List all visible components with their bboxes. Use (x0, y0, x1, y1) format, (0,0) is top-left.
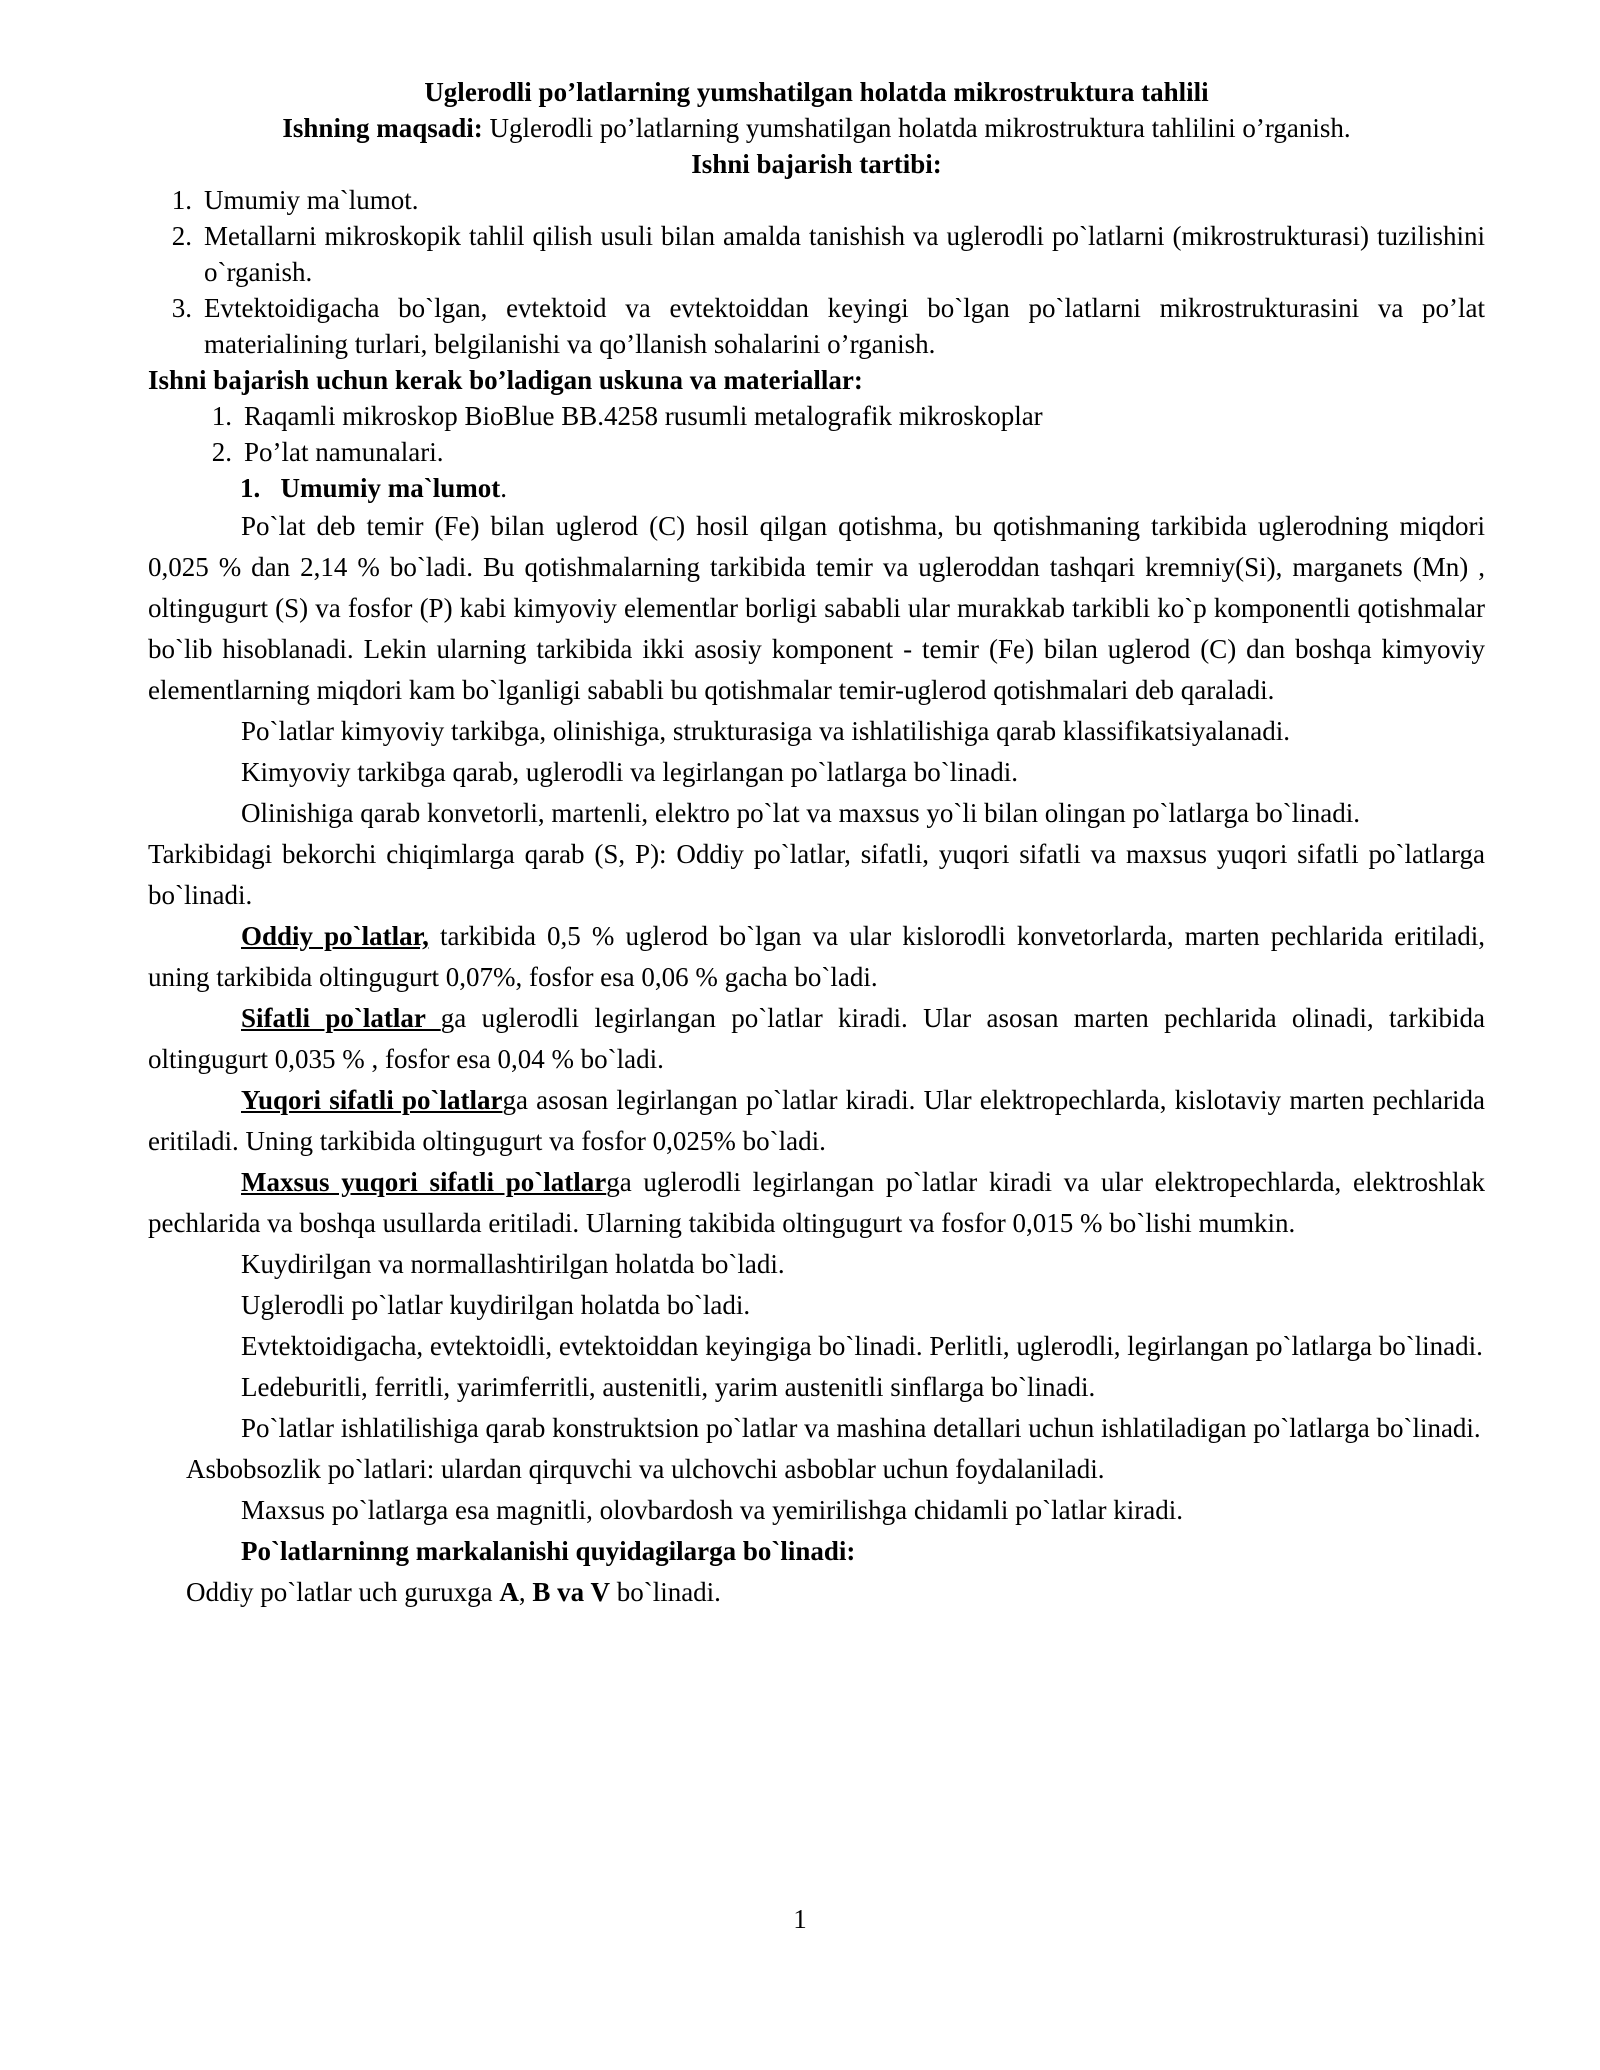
paragraph: Po`latlar kimyoviy tarkibga, olinishiga, strukturasiga va ishlatilishiga qarab klassifikatsiyalanadi. (241, 716, 1291, 746)
section-number: 1. (240, 473, 261, 503)
aim-text: Uglerodli po’latlarning yumshatilgan holatda mikrostruktura tahlilini o’rganish. (482, 113, 1351, 143)
paragraph: Asbobsozlik po`latlari: ulardan qirquvchi va ulchovchi asboblar uchun foydalaniladi. (186, 1454, 1105, 1484)
paragraph-text: bo`linadi. (609, 1577, 721, 1607)
list-item-text: Raqamli mikroskop BioBlue BB.4258 rusumli metalografik mikroskoplar (244, 401, 1043, 431)
section-title: Umumiy ma`lumot (280, 473, 501, 503)
list-item-number: 2. (211, 437, 232, 467)
group-a: A (499, 1577, 519, 1607)
list-item (148, 398, 1485, 434)
paragraph: Kuydirilgan va normallashtirilgan holatda bo`ladi. (241, 1249, 785, 1279)
list-item (148, 434, 1485, 470)
document-page (148, 74, 1485, 1613)
procedure-list (148, 182, 1485, 362)
section-heading (148, 470, 1485, 506)
term-yuqori-sifatli: Yuqori sifatli po`latlar (241, 1085, 503, 1115)
list-item-number: 1. (171, 185, 192, 215)
term-maxsus-yuqori-sifatli: Maxsus yuqori sifatli po`latlar (241, 1167, 607, 1197)
page-number: 1 (793, 1904, 807, 1934)
aim-line (148, 110, 1485, 146)
equipment-list (148, 398, 1485, 470)
subheading-marking: Po`latlarninng markalanishi quyidagilarga bo`linadi: (241, 1536, 856, 1566)
paragraph: Kimyoviy tarkibga qarab, uglerodli va legirlangan po`latlarga bo`linadi. (241, 757, 1019, 787)
paragraph (148, 1572, 1485, 1613)
list-item (148, 290, 1485, 362)
list-item-text: Umumiy ma`lumot. (204, 185, 419, 215)
paragraph (148, 916, 1485, 998)
paragraph-text: ga uglerodli legirlangan po`latlar kiradi va ular elektropechlarda, elektroshlak pechlarida va boshqa usullarda eritiladi. Ularning takibida oltingugurt va fosfor 0,015 % bo`lishi mumkin. (148, 1167, 1485, 1238)
paragraph-text: , (518, 1577, 533, 1607)
paragraph (148, 1080, 1485, 1162)
list-item-text: Po’lat namunalari. (244, 437, 444, 467)
equipment-heading: Ishni bajarish uchun kerak bo’ladigan uskuna va materiallar: (148, 365, 863, 395)
paragraph: Po`lat deb temir (Fe) bilan uglerod (C) hosil qilgan qotishma, bu qotishmaning tarkibida uglerodning miqdori 0,025 % dan 2,14 % bo`ladi. Bu qotishmalarning tarkibida temir va ugleroddan tashqari kremniy(Si), marganets (Mn) , oltingugurt (S) va fosfor (P) kabi kimyoviy elementlar borligi sababli ular murakkab tarkibli ko`p komponentli qotishmalar bo`lib hisoblanadi. Lekin ularning tarkibida ikki asosiy komponent - temir (Fe) bilan uglerod (C) dan boshqa kimyoviy elementlarning miqdori kam bo`lganligi sababli bu qotishmalar temir-uglerod qotishmalari deb qaraladi. (148, 511, 1485, 705)
term-sifatli: Sifatli po`latlar (241, 1003, 441, 1033)
procedure-heading: Ishni bajarish tartibi: (691, 149, 942, 179)
list-item-number: 2. (171, 221, 192, 251)
document-title: Uglerodli po’latlarning yumshatilgan holatda mikrostruktura tahlili (424, 77, 1209, 107)
paragraph-text: Oddiy po`latlar uch guruxga (186, 1577, 500, 1607)
list-item-text: Metallarni mikroskopik tahlil qilish usuli bilan amalda tanishish va uglerodli po`latlarni (mikrostrukturasi) tuzilishini o`rganish. (204, 221, 1485, 287)
list-item (148, 182, 1485, 218)
paragraph: Maxsus po`latlarga esa magnitli, olovbardosh va yemirilishga chidamli po`latlar kiradi. (241, 1495, 1184, 1525)
section-title-dot: . (500, 473, 507, 503)
group-b-v: B va V (532, 1577, 610, 1607)
paragraph (148, 998, 1485, 1080)
paragraph-text: ga asosan legirlangan po`latlar kiradi. Ular elektropechlarda, kislotaviy marten pechlarida eritiladi. Uning tarkibida oltingugurt va fosfor 0,025% bo`ladi. (148, 1085, 1485, 1156)
list-item-number: 1. (211, 401, 232, 431)
paragraph-text: tarkibida 0,5 % uglerod bo`lgan va ular kislorodli konvetorlarda, marten pechlarida eritiladi, uning tarkibida oltingugurt 0,07%, fosfor esa 0,06 % gacha bo`ladi. (148, 921, 1485, 992)
paragraph: Uglerodli po`latlar kuydirilgan holatda bo`ladi. (241, 1290, 751, 1320)
paragraph-text: ga uglerodli legirlangan po`latlar kiradi. Ular asosan marten pechlarida olinadi, tarkibida oltingugurt 0,035 % , fosfor esa 0,04 % bo`ladi. (148, 1003, 1485, 1074)
list-item (148, 218, 1485, 290)
list-item-number: 3. (171, 293, 192, 323)
term-oddiy: Oddiy po`latlar, (241, 921, 429, 951)
list-item-text: Evtektoidigacha bo`lgan, evtektoid va evtektoiddan keyingi bo`lgan po`latlarni mikrostrukturasini va po’lat materialining turlari, belgilanishi va qo’llanish sohalarini o’rganish. (204, 293, 1485, 359)
paragraph: Evtektoidigacha, evtektoidli, evtektoiddan keyingiga bo`linadi. Perlitli, uglerodli, legirlangan po`latlarga bo`linadi. (241, 1331, 1483, 1361)
aim-label: Ishning maqsadi: (282, 113, 483, 143)
paragraph: Ledeburitli, ferritli, yarimferritli, austenitli, yarim austenitli sinflarga bo`linadi. (241, 1372, 1096, 1402)
paragraph: Tarkibidagi bekorchi chiqimlarga qarab (S, P): Oddiy po`latlar, sifatli, yuqori sifatli va maxsus yuqori sifatli po`latlarga bo`linadi. (148, 839, 1485, 910)
paragraph (148, 1162, 1485, 1244)
paragraph: Olinishiga qarab konvetorli, martenli, elektro po`lat va maxsus yo`li bilan olingan po`latlarga bo`linadi. (241, 798, 1360, 828)
paragraph: Po`latlar ishlatilishiga qarab konstruktsion po`latlar va mashina detallari uchun ishlatiladigan po`latlarga bo`linadi. (241, 1413, 1481, 1443)
